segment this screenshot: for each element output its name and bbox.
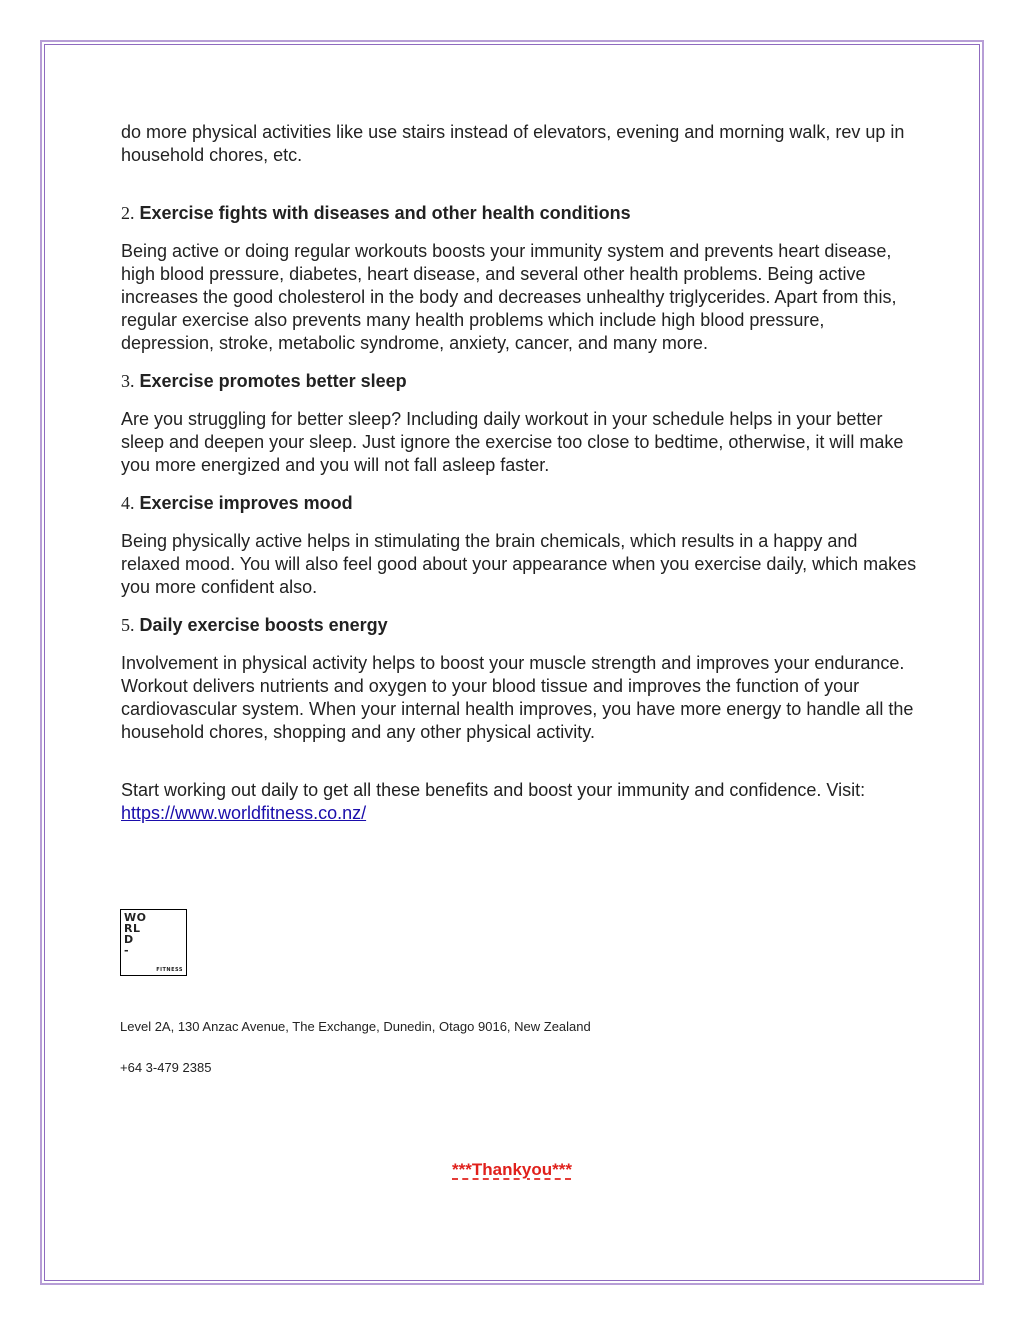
- section-number: 4.: [121, 493, 135, 513]
- section-title: Daily exercise boosts energy: [139, 615, 388, 635]
- section-title: Exercise fights with diseases and other health conditions: [139, 203, 631, 223]
- section-body-5: Involvement in physical activity helps to boost your muscle strength and improves your endurance. Workout delivers nutrients and oxygen to your blood tissue and improves the function of your cardiovascular system. When your internal health improves, you have more energy to handle all the household chores, shopping and any other physical activity.: [121, 653, 914, 742]
- section-title: Exercise improves mood: [139, 493, 353, 513]
- section-heading-4: [121, 492, 921, 515]
- world-fitness-logo: [120, 909, 187, 976]
- closing-paragraph: [121, 779, 921, 825]
- section-number: 3.: [121, 371, 135, 391]
- document-body: [121, 121, 921, 825]
- website-link[interactable]: https://www.worldfitness.co.nz/: [121, 803, 367, 823]
- logo-line: -: [124, 944, 130, 957]
- thankyou-text: [0, 1160, 1024, 1180]
- section-number: 5.: [121, 615, 135, 635]
- intro-paragraph: do more physical activities like use stairs instead of elevators, evening and morning walk, rev up in household chores, etc.: [121, 122, 905, 165]
- logo-line: WO: [124, 911, 147, 924]
- section-body-3: Are you struggling for better sleep? Including daily workout in your schedule helps in your better sleep and deepen your sleep. Just ignore the exercise too close to bedtime, otherwise, it will make you more energized and you will not fall asleep faster.: [121, 409, 904, 475]
- section-body-2: Being active or doing regular workouts boosts your immunity system and prevents heart disease, high blood pressure, diabetes, heart disease, and several other health problems. Being active increases the good cholesterol in the body and decreases unhealthy triglycerides. Apart from this, regular exercise also prevents many health problems which include high blood pressure, depression, stroke, metabolic syndrome, anxiety, cancer, and many more.: [121, 241, 897, 353]
- logo-tagline: FITNESS: [156, 967, 183, 973]
- logo-line: RL: [124, 922, 141, 935]
- section-number: 2.: [121, 203, 135, 223]
- section-title: Exercise promotes better sleep: [139, 371, 407, 391]
- section-heading-3: [121, 370, 921, 393]
- thankyou-label: ***Thankyou***: [452, 1160, 572, 1179]
- logo-wordmark: [124, 912, 146, 956]
- section-body-4: Being physically active helps in stimulating the brain chemicals, which results in a happy and relaxed mood. You will also feel good about your appearance when you exercise daily, which makes you more confident also.: [121, 531, 917, 597]
- section-heading-5: [121, 614, 921, 637]
- address-text: Level 2A, 130 Anzac Avenue, The Exchange, Dunedin, Otago 9016, New Zealand: [120, 1019, 591, 1034]
- closing-text: Start working out daily to get all these benefits and boost your immunity and confidence. Visit:: [121, 780, 866, 800]
- section-heading-2: [121, 202, 921, 225]
- logo-line: D: [124, 933, 134, 946]
- phone-text: +64 3-479 2385: [120, 1060, 212, 1075]
